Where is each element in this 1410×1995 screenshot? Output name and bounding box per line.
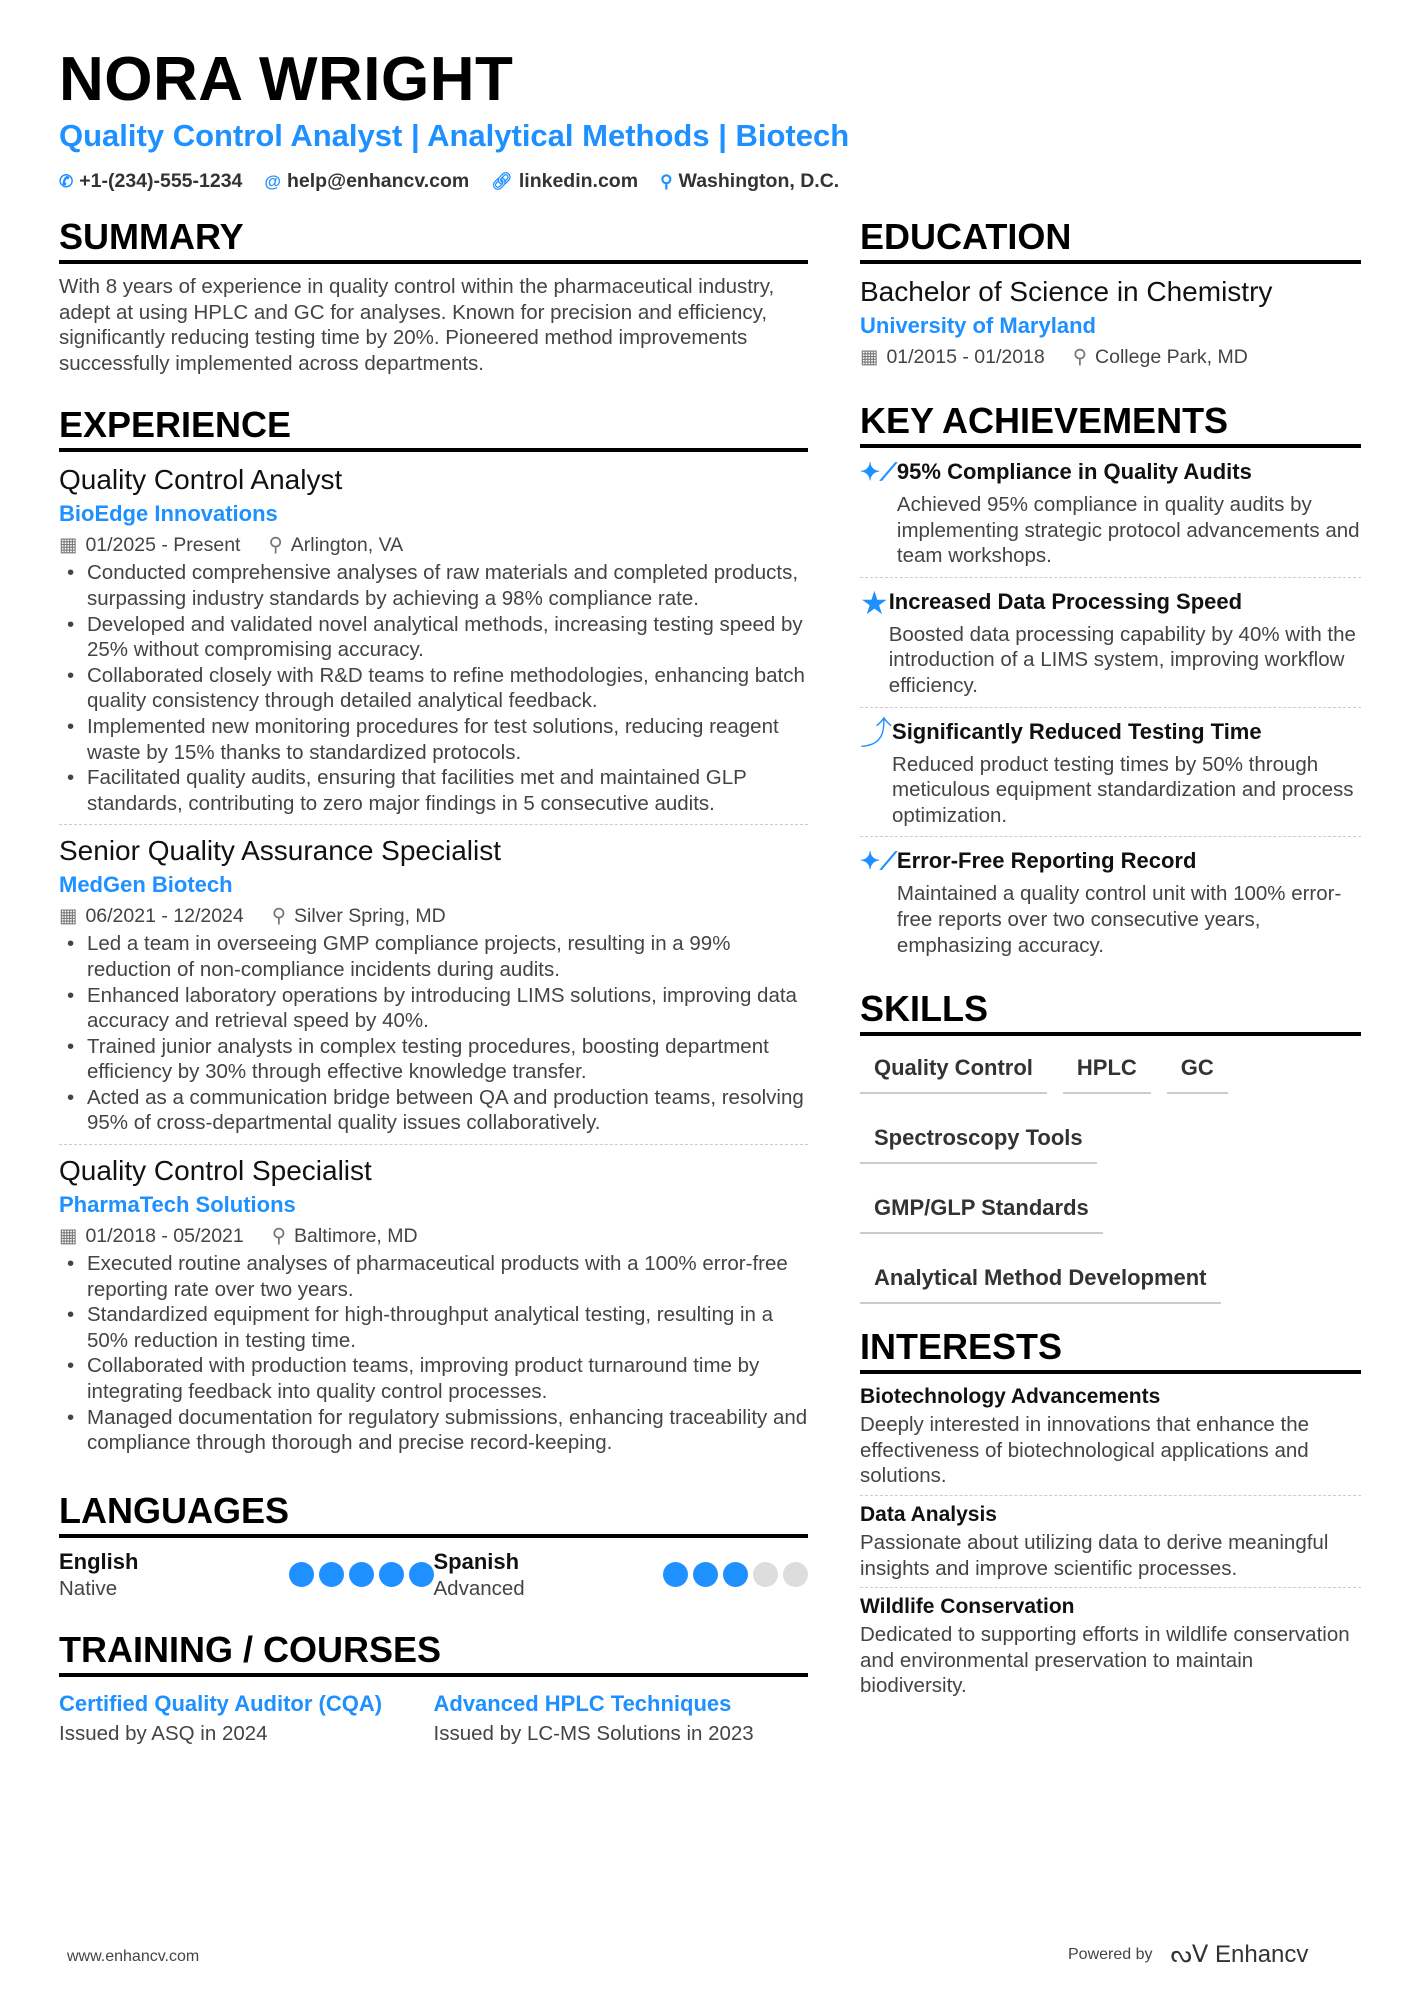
interest-item (860, 1496, 1361, 1588)
calendar-icon: ▦ (59, 1225, 78, 1248)
job-bullet: • Acted as a communication bridge between QA and production teams, resolving 95% of cross-departmental quality issues collaboratively. (59, 1085, 808, 1136)
contact-location (660, 170, 839, 193)
location-icon: ⚲ (271, 905, 287, 928)
job-bullet: • Collaborated closely with R&D teams to refine methodologies, enhancing batch quality consistency through detailed analytical feedback. (59, 663, 808, 714)
language-list (59, 1548, 808, 1602)
education-location: College Park, MD (1095, 346, 1248, 368)
rating-dot-empty (783, 1562, 808, 1587)
job-role: Quality Control Analyst (59, 464, 343, 496)
job-bullet: • Collaborated with production teams, improving product turnaround time by integrating feedback into quality control processes. (59, 1353, 808, 1404)
course-list (59, 1687, 808, 1747)
course-issuer: Issued by ASQ in 2024 (59, 1722, 268, 1746)
job-bullet: • Standardized equipment for high-throughput analytical testing, resulting in a 50% reduction in testing time. (59, 1302, 808, 1353)
phone-icon: ✆ (59, 172, 74, 191)
achievement-item (860, 837, 1361, 966)
contact-bar (59, 170, 839, 193)
interest-text: Passionate about utilizing data to derive meaningful insights and improve scientific processes. (860, 1530, 1329, 1580)
training-heading: TRAINING / COURSES (59, 1629, 808, 1677)
skill-tag: GMP/GLP Standards (860, 1188, 1103, 1234)
job-bullet: • Trained junior analysts in complex testing procedures, boosting department efficiency by 30% through effective knowledge transfer. (59, 1034, 808, 1085)
achievement-item (860, 578, 1361, 708)
right-column (860, 216, 1361, 1705)
rating-dot-filled (349, 1562, 374, 1587)
contact-email[interactable] (264, 170, 469, 193)
achievement-item (860, 708, 1361, 838)
job-dates: 01/2025 - Present (85, 534, 241, 557)
rating-dot-filled (663, 1562, 688, 1587)
achievement-text: Boosted data processing capability by 40% with the introduction of a LIMS system, improving workflow efficiency. (888, 622, 1356, 697)
rating-dot-filled (409, 1562, 434, 1587)
job-role: Quality Control Specialist (59, 1155, 372, 1187)
calendar-icon: ▦ (59, 534, 78, 557)
achievement-title: Significantly Reduced Testing Time (892, 718, 1262, 744)
contact-linkedin[interactable] (491, 170, 638, 193)
job-bullet: • Led a team in overseeing GMP compliance projects, resulting in a 99% reduction of non-compliance incidents during audits. (59, 931, 808, 982)
job-list (59, 462, 808, 1463)
job-company: BioEdge Innovations (59, 501, 278, 527)
summary-heading: SUMMARY (59, 216, 808, 264)
rating-dot-empty (753, 1562, 778, 1587)
skill-tag: Quality Control (860, 1048, 1047, 1094)
job-location: Baltimore, MD (294, 1225, 418, 1248)
skill-list (860, 1048, 1361, 1312)
rating-dot-filled (319, 1562, 344, 1587)
job-location: Arlington, VA (290, 534, 404, 557)
phone-text: +1-(234)-555-1234 (79, 170, 243, 192)
job-role: Senior Quality Assurance Specialist (59, 835, 501, 867)
footer-website[interactable]: www.enhancv.com (67, 1948, 200, 1965)
job-dates: 06/2021 - 12/2024 (85, 905, 244, 928)
language-item (434, 1548, 809, 1602)
location-text: Washington, D.C. (678, 170, 840, 192)
rating-dot-filled (693, 1562, 718, 1587)
skill-tag: Analytical Method Development (860, 1258, 1221, 1304)
language-level: Advanced (433, 1576, 525, 1600)
achievement-text: Achieved 95% compliance in quality audits by implementing strategic protocol advancements and team workshops. (896, 493, 1360, 568)
job-entry (59, 462, 808, 825)
achievement-list (860, 448, 1361, 966)
language-level: Native (59, 1576, 118, 1600)
job-company: PharmaTech Solutions (59, 1192, 296, 1218)
powered-by-text: Powered by (1068, 1945, 1153, 1963)
skill-tag: Spectroscopy Tools (860, 1118, 1097, 1164)
education-dates: 01/2015 - 01/2018 (886, 346, 1045, 368)
job-meta (59, 901, 808, 931)
skills-heading: SKILLS (860, 988, 1361, 1036)
education-meta (860, 342, 1361, 372)
achievement-title: Increased Data Processing Speed (888, 588, 1243, 614)
course-item (59, 1687, 434, 1747)
language-name: English (59, 1548, 139, 1574)
job-entry (59, 1153, 808, 1464)
location-icon: ⚲ (268, 534, 283, 557)
skill-tag: HPLC (1063, 1048, 1151, 1094)
enhancv-logo (1171, 1940, 1309, 1969)
languages-heading: LANGUAGES (59, 1490, 808, 1538)
job-bullets (59, 1251, 808, 1456)
job-entry (59, 833, 808, 1145)
job-bullet: • Conducted comprehensive analyses of raw materials and completed products, surpassing industry standards by achieving a 98% compliance rate. (59, 560, 808, 611)
calendar-icon: ▦ (860, 346, 879, 368)
achievement-title: Error-Free Reporting Record (896, 848, 1197, 874)
summary-text: With 8 years of experience in quality control within the pharmaceutical industry, adept at using HPLC and GC for analyses. Known for precision and efficiency, significantly reducing testing time by 20%. Pioneered method improvements successfully implemented across departments. (59, 275, 775, 375)
interest-item (860, 1378, 1361, 1496)
linkedin-text: linkedin.com (518, 170, 639, 192)
interest-item (860, 1588, 1361, 1705)
course-title: Advanced HPLC Techniques (433, 1691, 732, 1717)
achievements-heading: KEY ACHIEVEMENTS (860, 400, 1361, 448)
achievement-item (860, 448, 1361, 578)
brand-name: Enhancv (1215, 1941, 1309, 1968)
job-bullets (59, 560, 808, 816)
job-meta (59, 1221, 808, 1251)
contact-phone[interactable] (59, 170, 242, 193)
location-icon: ⚲ (271, 1225, 287, 1248)
interest-title: Wildlife Conservation (860, 1595, 1075, 1619)
job-bullet: • Executed routine analyses of pharmaceutical products with a 100% error-free reporting rate over two years. (59, 1251, 808, 1302)
interests-heading: INTERESTS (860, 1326, 1361, 1374)
link-icon: 🔗︎ (491, 172, 513, 191)
job-meta (59, 530, 808, 560)
route-icon: ⤴ (860, 714, 893, 751)
job-company: MedGen Biotech (59, 872, 233, 898)
job-bullet: • Implemented new monitoring procedures for test solutions, reducing reagent waste by 15% thanks to standardized protocols. (59, 714, 808, 765)
candidate-name: NORA WRIGHT (59, 45, 514, 114)
job-bullet: • Enhanced laboratory operations by introducing LIMS solutions, improving data accuracy and retrieval speed by 40%. (59, 983, 808, 1034)
left-column (59, 216, 808, 1747)
job-bullet: • Facilitated quality audits, ensuring that facilities met and maintained GLP standards, contributing to zero major findings in 5 consecutive audits. (59, 765, 808, 816)
education-heading: EDUCATION (860, 216, 1361, 264)
experience-heading: EXPERIENCE (59, 404, 808, 452)
job-bullets (59, 931, 808, 1136)
magic-wand-icon: ✦⟋ (860, 848, 897, 876)
achievement-text: Maintained a quality control unit with 100% error-free reports over two consecutive years, emphasizing accuracy. (896, 882, 1342, 957)
calendar-icon: ▦ (59, 905, 78, 928)
language-item (59, 1548, 434, 1602)
interest-text: Deeply interested in innovations that enhance the effectiveness of biotechnological applications and solutions. (860, 1413, 1310, 1488)
course-item (434, 1687, 809, 1747)
footer-branding (1068, 1940, 1308, 1969)
candidate-title: Quality Control Analyst | Analytical Methods | Biotech (59, 118, 850, 153)
interest-text: Dedicated to supporting efforts in wildlife conservation and environmental preservation to maintain biodiversity. (860, 1623, 1350, 1698)
location-icon: ⚲ (1072, 346, 1088, 368)
skill-tag: GC (1167, 1048, 1228, 1094)
job-dates: 01/2018 - 05/2021 (85, 1225, 244, 1248)
rating-dot-filled (289, 1562, 314, 1587)
interest-title: Biotechnology Advancements (860, 1385, 1161, 1409)
interest-list (860, 1378, 1361, 1705)
magic-wand-icon: ✦⟋ (860, 459, 897, 486)
email-text: help@enhancv.com (286, 170, 470, 192)
job-location: Silver Spring, MD (294, 905, 446, 928)
language-name: Spanish (433, 1548, 520, 1574)
rating-dot-filled (379, 1562, 404, 1587)
language-rating (289, 1562, 434, 1587)
degree: Bachelor of Science in Chemistry (860, 276, 1273, 307)
rating-dot-filled (723, 1562, 748, 1587)
achievement-text: Reduced product testing times by 50% through meticulous equipment standardization and process optimization. (892, 752, 1354, 827)
job-bullet: • Managed documentation for regulatory submissions, enhancing traceability and compliance through thorough and precise record-keeping. (59, 1405, 808, 1456)
interest-title: Data Analysis (860, 1502, 997, 1526)
location-icon: ⚲ (660, 172, 673, 191)
achievement-title: 95% Compliance in Quality Audits (896, 459, 1252, 484)
job-bullet: • Developed and validated novel analytical methods, increasing testing speed by 25% without compromising accuracy. (59, 612, 808, 663)
at-icon: @ (264, 172, 281, 191)
star-icon: ★ (860, 584, 889, 621)
course-title: Certified Quality Auditor (CQA) (59, 1691, 383, 1717)
language-rating (663, 1562, 808, 1587)
enhancv-logo-icon: ᔓᐯ (1170, 1941, 1209, 1968)
course-issuer: Issued by LC-MS Solutions in 2023 (433, 1722, 754, 1746)
school: University of Maryland (860, 313, 1096, 338)
